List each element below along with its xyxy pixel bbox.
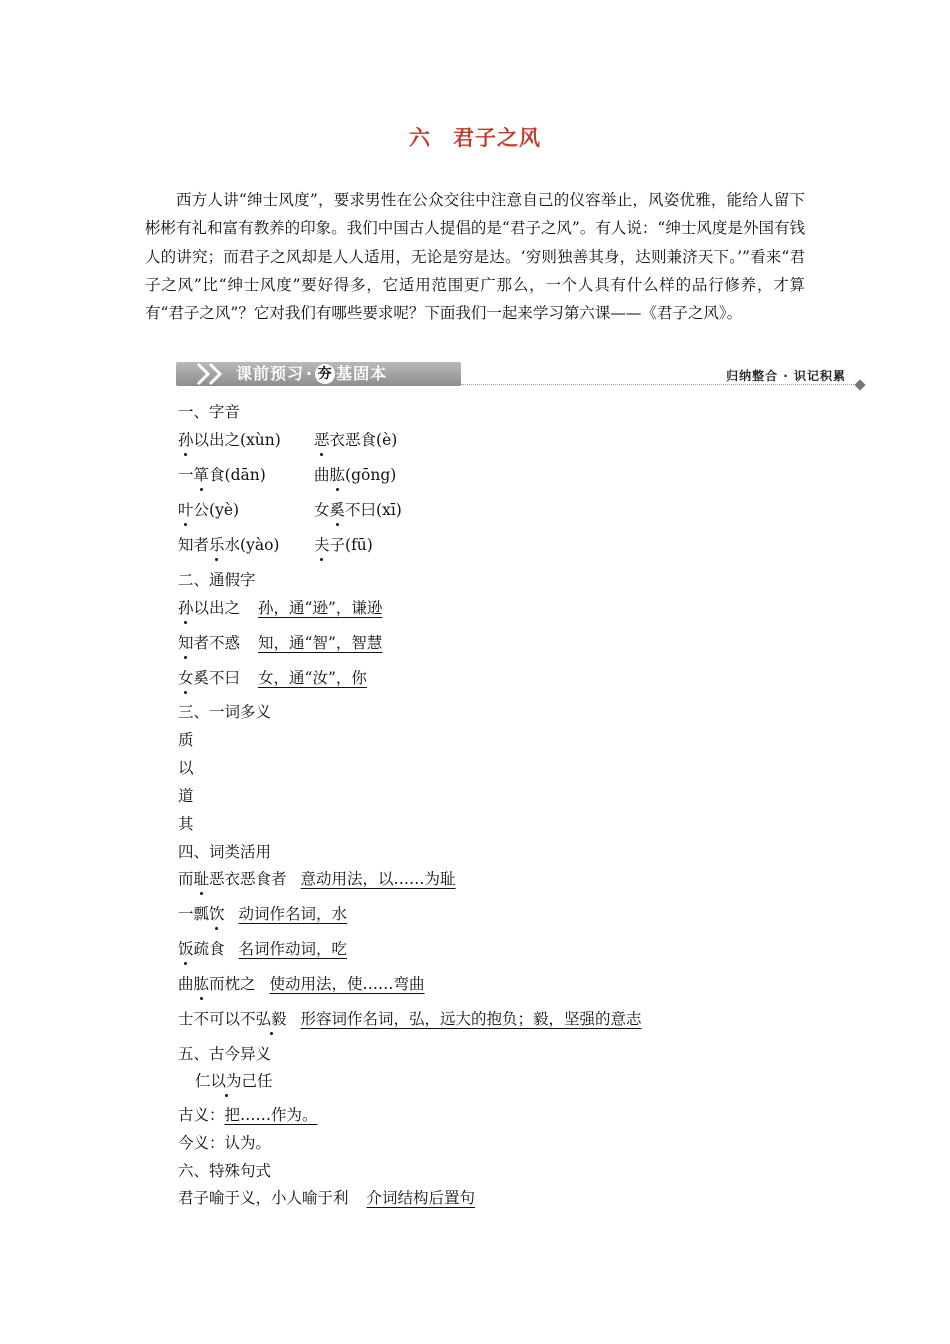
modern-meaning: 今义：认为。 (178, 1134, 272, 1152)
section-heading: 五、古今异义 (178, 1045, 272, 1063)
intro-paragraph (145, 186, 805, 327)
section-heading: 四、词类活用 (178, 843, 272, 861)
emphasis-char: 肱 (330, 463, 346, 485)
ancient-meaning: 古义：把……作为。 (178, 1106, 318, 1124)
answer-text: 孙，通“逊”，谦逊 (258, 599, 383, 617)
loan-char-row: 女奚不曰 女，通“汝”，你 (178, 666, 367, 688)
word-usage-row: 一瓢饮 动词作名词，水 (178, 902, 347, 924)
banner-text-b: 基固本 (336, 364, 388, 383)
word-usage-row: 饭疏食 名词作动词，吃 (178, 937, 347, 959)
emphasis-char: 以为 (211, 1069, 242, 1091)
pronunciation-row: 孙以出之(xùn) 恶衣恶食(è) (178, 428, 281, 450)
answer-text: 动词作名词，水 (238, 905, 348, 923)
loan-char-row: 孙以出之 孙，通“逊”，谦逊 (178, 596, 382, 618)
list-item: 以 (178, 759, 194, 777)
section-heading: 六、特殊句式 (178, 1162, 272, 1180)
special-sentence-row: 君子喻于义，小人喻于利 介词结构后置句 (178, 1189, 476, 1207)
answer-text: 名词作动词，吃 (238, 940, 348, 958)
emphasis-char: 女 (178, 666, 194, 688)
emphasis-char: 知 (178, 631, 194, 653)
section-banner (176, 360, 866, 390)
emphasis-char: 饭 (178, 937, 194, 959)
section-heading: 三、一词多义 (178, 703, 272, 721)
answer-text: 女，通“汝”，你 (258, 669, 367, 687)
section-heading: 一、字音 (178, 403, 241, 421)
emphasis-char: 孙 (178, 596, 194, 618)
list-item: 道 (178, 787, 194, 805)
pronunciation-row: 一箪食(dān) 曲肱(gōng) (178, 463, 266, 485)
diamond-icon (854, 379, 865, 390)
emphasis-char: 叶 (178, 498, 194, 520)
banner-dot: · (306, 364, 314, 383)
emphasis-char: 恶 (314, 428, 330, 450)
emphasis-char: 耻 (194, 867, 210, 889)
word-usage-row: 士不可以不弘毅 形容词作名词，弘，远大的抱负；毅，坚强的意志 (178, 1007, 642, 1029)
banner-text-a: 课前预习 (236, 364, 305, 383)
emphasis-char: 弘毅 (256, 1007, 287, 1029)
answer-text: 意动用法，以……为耻 (300, 870, 456, 888)
answer-text: 使动用法，使……弯曲 (269, 975, 425, 993)
answer-text: 介词结构后置句 (366, 1189, 476, 1207)
page-title (0, 122, 950, 152)
banner-subtitle: 归纳整合 · 识记积累 (726, 369, 846, 383)
intro-text: 西方人讲“绅士风度”，要求男性在公众交往中注意自己的仪容举止，风姿优雅，能给人留下彬彬有礼和富有教养的印象。我们中国古人提倡的是“君子之风”。有人说：“绅士风度是外国有钱人的讲究；而君子之风却是人人适用，无论是穷是达。‘穷则独善其身，达则兼济天下。’”看来“君子之风”比“绅士风度”要好得多，它适用范围更广那么，一个人具有什么样的品行修养，才算有“君子之风”？它对我们有哪些要求呢？下面我们一起来学习第六课——《君子之风》。 (145, 191, 805, 323)
chevron-right-icon (194, 362, 234, 386)
word-usage-row: 而耻恶衣恶食者 意动用法，以……为耻 (178, 867, 456, 889)
answer-text: 形容词作名词，弘，远大的抱负；毅，坚强的意志 (300, 1010, 642, 1028)
pronunciation-row: 知者乐水(yào) 夫子(fū) (178, 533, 279, 555)
pronunciation-row: 叶公(yè) 女奚不曰(xī) (178, 498, 239, 520)
emphasis-char: 孙 (178, 428, 194, 450)
list-item: 其 (178, 815, 194, 833)
section-heading: 二、通假字 (178, 571, 256, 589)
emphasis-char: 乐 (209, 533, 225, 555)
answer-text: 把……作为。 (224, 1106, 318, 1124)
banner-title (236, 362, 387, 386)
emphasis-char: 饮 (209, 902, 225, 924)
banner-badge: 夯 (315, 364, 335, 384)
lesson-number: 六 (409, 125, 431, 150)
emphasis-char: 夫 (314, 533, 330, 555)
answer-text: 知，通“智”，智慧 (258, 634, 383, 652)
emphasis-char: 奚 (330, 498, 346, 520)
loan-char-row: 知者不惑 知，通“智”，智慧 (178, 631, 382, 653)
list-item: 质 (178, 731, 194, 749)
example-sentence: 仁以为己任 (195, 1069, 273, 1091)
word-usage-row: 曲肱而枕之 使动用法，使……弯曲 (178, 972, 425, 994)
lesson-title: 君子之风 (453, 125, 541, 150)
emphasis-char: 箪 (194, 463, 210, 485)
banner-divider (461, 384, 856, 385)
emphasis-char: 肱 (194, 972, 210, 994)
